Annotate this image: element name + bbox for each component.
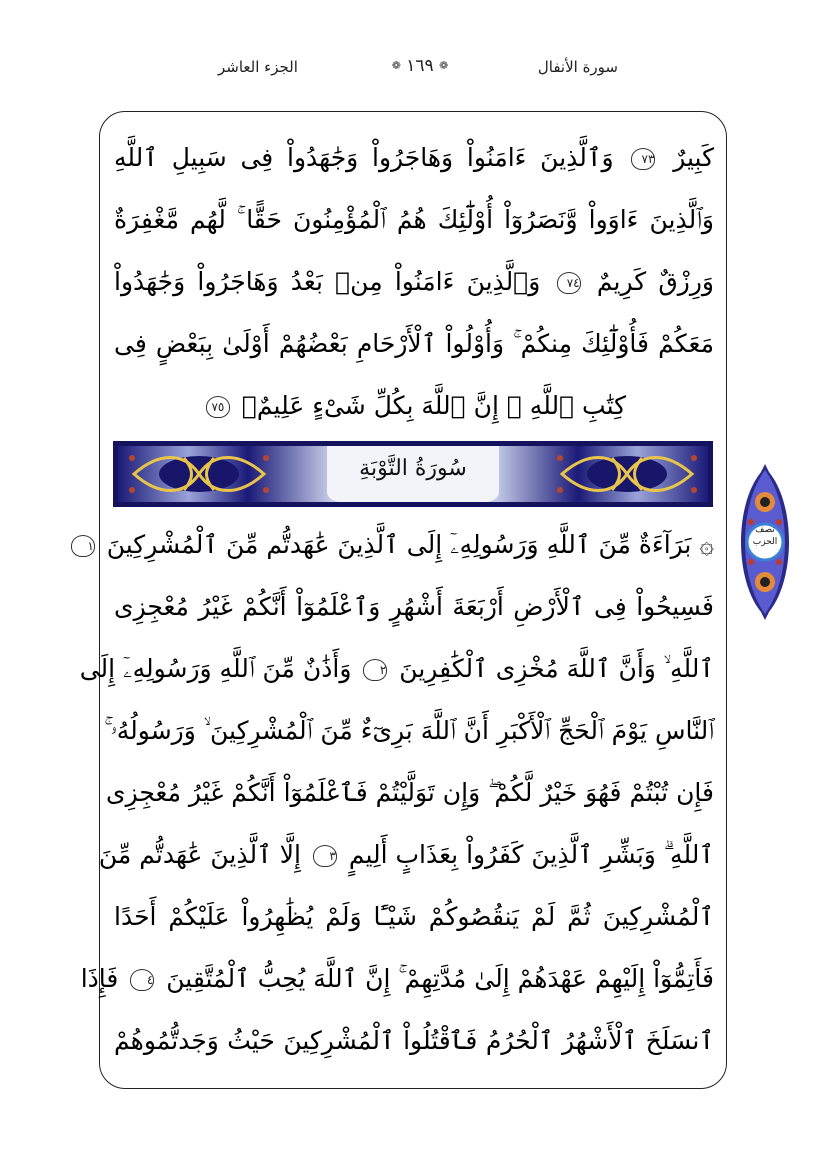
verse-text: ٱنسَلَخَ ٱلْأَشْهُرُ ٱلْحُرُمُ فَٱقْتُلُواْ ٱلْمُشْرِكِينَ حَيْثُ وَجَدتُّمُوهُمْ <box>114 1026 714 1055</box>
text-line <box>98 824 714 886</box>
ayah-number-marker: ٧٣ <box>631 148 655 170</box>
text-line <box>114 189 714 251</box>
hizb-label-line2: الحزب <box>752 537 778 547</box>
page-number-value: ١٦٩ <box>406 56 434 76</box>
text-line <box>114 375 714 437</box>
verse-text: وَٱلَّذِينَ ءَاوَواْ وَّنَصَرُوٓاْ أُوْلَٰٓئِكَ هُمُ ٱلْمُؤْمِنُونَ حَقًّا ۚ لَّهُم مَّغْفِرَةٌ <box>114 205 714 234</box>
hizb-label <box>748 524 782 548</box>
verse-text: كِتَٰبِ ٱللَّهِ ۗ إِنَّ ٱللَّهَ بِكُلِّ شَىْءٍ عَلِيمٌۢ <box>241 391 627 420</box>
bottom-text-block <box>79 514 714 1072</box>
page-number <box>392 56 449 76</box>
ornament-icon: ❁ <box>391 59 401 72</box>
verse-text: فَأَتِمُّوٓاْ إِلَيْهِمْ عَهْدَهُمْ إِلَىٰ مُدَّتِهِمْ ۚ إِنَّ ٱللَّهَ يُحِبُّ ٱلْمُتَّقِينَ <box>166 964 714 993</box>
ornament-icon: ❁ <box>439 59 449 72</box>
verse-text: ٱللَّهِ ۙ وَأَنَّ ٱللَّهَ مُخْزِى ٱلْكَٰفِرِينَ <box>399 654 714 683</box>
ayah-number-marker: ٧٥ <box>206 396 230 418</box>
ayah-number-marker: ٢ <box>363 659 387 681</box>
text-line <box>80 948 714 1010</box>
ayah-number-marker: ٧٤ <box>557 272 581 294</box>
text-line <box>87 514 714 576</box>
surah-title: سُورَةُ التَّوْبَةِ <box>359 456 467 481</box>
text-line <box>106 762 714 824</box>
verse-text: إِلَّا ٱلَّذِينَ عَٰهَدتُّم مِّنَ <box>98 840 301 869</box>
verse-text: وَٱلَّذِينَ ءَامَنُواْ وَهَاجَرُواْ وَجَٰهَدُواْ فِى سَبِيلِ ٱللَّهِ <box>114 143 614 172</box>
text-line <box>114 313 714 375</box>
banner-background <box>118 446 708 502</box>
verse-text: فَإِن تُبْتُمْ فَهُوَ خَيْرٌ لَّكُمْ ۖ وَإِن تَوَلَّيْتُمْ فَٱعْلَمُوٓاْ أَنَّكُمْ غَيْرُ مُعْجِزِى <box>106 778 714 807</box>
banner-title-box <box>327 446 499 502</box>
verse-text: ۞ بَرَآءَةٌ مِّنَ ٱللَّهِ وَرَسُولِهِۦٓ إِلَى ٱلَّذِينَ عَٰهَدتُّم مِّنَ ٱلْمُشْرِكِينَ <box>106 530 714 559</box>
verse-text: ٱللَّهِ ۗ وَبَشِّرِ ٱلَّذِينَ كَفَرُواْ بِعَذَابٍ أَلِيمٍ <box>348 840 714 869</box>
text-line <box>114 127 714 189</box>
surah-label: سورة الأنفال <box>537 58 618 76</box>
text-line <box>79 638 714 700</box>
ayah-number-marker: ٣ <box>313 845 337 867</box>
text-line <box>114 886 714 948</box>
hizb-marker <box>739 462 791 622</box>
verse-text: فَإِذَا <box>80 964 119 993</box>
verse-text: فَسِيحُواْ فِى ٱلْأَرْضِ أَرْبَعَةَ أَشْهُرٍ وَٱعْلَمُوٓاْ أَنَّكُمْ غَيْرُ مُعْجِزِى <box>114 592 714 621</box>
ayah-number-marker: ٤ <box>130 969 154 991</box>
verse-text: كَبِيرٌ <box>673 143 714 172</box>
text-line <box>114 1010 714 1072</box>
surah-banner <box>113 441 713 507</box>
verse-text: ٱلنَّاسِ يَوْمَ ٱلْحَجِّ ٱلْأَكْبَرِ أَنَّ ٱللَّهَ بَرِىٓءٌ مِّنَ ٱلْمُشْرِكِينَ ۙ وَرَسُولُهُۥ ۚ <box>104 716 714 745</box>
arabesque-ornament-icon <box>552 450 702 498</box>
verse-text: وَرِزْقٌ كَرِيمٌ <box>596 267 714 296</box>
verse-text: وَأَذَٰنٌ مِّنَ ٱللَّهِ وَرَسُولِهِۦٓ إِلَى <box>79 654 352 683</box>
verse-text: ٱلْمُشْرِكِينَ ثُمَّ لَمْ يَنقُصُوكُمْ شَيْـًٔا وَلَمْ يُظَٰهِرُواْ عَلَيْكُمْ أَحَدًا <box>114 902 714 931</box>
text-line <box>114 576 714 638</box>
text-line <box>104 700 714 762</box>
juz-label: الجزء العاشر <box>218 58 298 76</box>
ayah-number-marker: ١ <box>71 535 95 557</box>
verse-text: مَعَكُمْ فَأُوْلَٰٓئِكَ مِنكُمْ ۚ وَأُوْلُواْ ٱلْأَرْحَامِ بَعْضُهُمْ أَوْلَىٰ بِبَعْضٍ فِى <box>114 329 714 358</box>
hizb-label-line1: نصف <box>755 525 775 535</box>
top-text-block <box>114 127 714 437</box>
verse-text: وَٱلَّذِينَ ءَامَنُواْ مِنۢ بَعْدُ وَهَاجَرُواْ وَجَٰهَدُواْ <box>114 267 541 296</box>
page-header <box>200 56 640 86</box>
arabesque-ornament-icon <box>124 450 274 498</box>
text-line <box>114 251 714 313</box>
